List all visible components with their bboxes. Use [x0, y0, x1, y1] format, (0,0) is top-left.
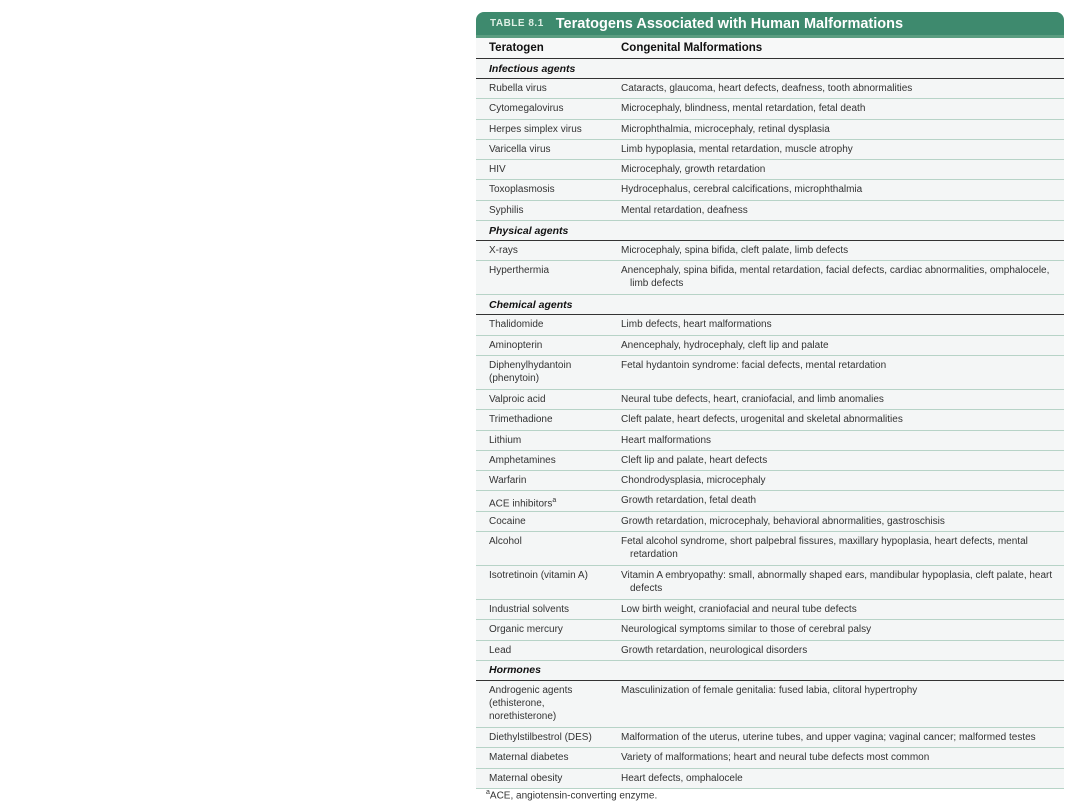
teratogen-cell	[476, 434, 608, 447]
table-row	[476, 471, 1064, 491]
malformation-cell: Low birth weight, craniofacial and neural tube defects	[621, 604, 857, 616]
footnote-ref: a	[552, 497, 557, 505]
malformation-cell: Growth retardation, fetal death	[621, 495, 757, 507]
teratogen-cell	[476, 623, 608, 636]
teratogen-name: Varicella virus	[489, 143, 551, 155]
malformation-cell: Hydrocephalus, cerebral calcifications, microphthalmia	[621, 184, 863, 196]
teratogen-name: Alcohol	[489, 536, 522, 548]
teratogen-cell	[476, 413, 608, 426]
teratogen-name: Thalidomide	[489, 319, 544, 331]
teratogen-cell	[476, 102, 608, 115]
malformation-cell: Masculinization of female genitalia: fused labia, clitoral hypertrophy	[621, 684, 918, 696]
teratogen-name: Maternal obesity	[489, 772, 563, 784]
malformation-cell: Microphthalmia, microcephaly, retinal dysplasia	[621, 123, 830, 135]
malformation-cell: Heart malformations	[621, 434, 712, 446]
teratogen-cell	[476, 318, 608, 331]
teratogen-table	[476, 12, 1064, 789]
table-row	[476, 160, 1064, 180]
table-row	[476, 99, 1064, 119]
teratogen-name: Isotretinoin (vitamin A)	[489, 570, 588, 582]
teratogen-name: HIV	[489, 164, 506, 176]
malformation-cell: Neurological symptoms similar to those of cerebral palsy	[621, 624, 872, 636]
section-physical-agents: Physical agents	[476, 221, 1064, 241]
table-row	[476, 201, 1064, 221]
table-row	[476, 431, 1064, 451]
teratogen-cell	[476, 244, 608, 257]
malformation-cell: Growth retardation, neurological disorders	[621, 644, 808, 656]
teratogen-name: Aminopterin	[489, 339, 543, 351]
teratogen-name: Trimethadione	[489, 414, 553, 426]
teratogen-cell	[476, 163, 608, 176]
teratogen-name: X-rays	[489, 245, 518, 257]
teratogen-name: Cytomegalovirus	[489, 103, 564, 115]
teratogen-cell	[476, 603, 608, 616]
section-hormones: Hormones	[476, 661, 1064, 681]
table-number-label: TABLE 8.1	[490, 18, 544, 29]
teratogen-cell	[476, 143, 608, 156]
table-row	[476, 620, 1064, 640]
malformation-cell: Microcephaly, growth retardation	[621, 164, 766, 176]
table-row	[476, 600, 1064, 620]
table-row	[476, 140, 1064, 160]
malformation-cell: Chondrodysplasia, microcephaly	[621, 475, 766, 487]
malformation-cell: Cleft lip and palate, heart defects	[621, 454, 768, 466]
teratogen-name: ACE inhibitors	[489, 498, 553, 510]
table-row	[476, 728, 1064, 748]
teratogen-cell	[476, 494, 608, 510]
malformation-cell: Cleft palate, heart defects, urogenital and skeletal abnormalities	[621, 414, 903, 426]
teratogen-name: Lead	[489, 644, 512, 656]
teratogen-cell	[476, 644, 608, 657]
teratogen-name: Hyperthermia	[489, 265, 550, 277]
table-row	[476, 512, 1064, 532]
section-chemical-agents: Chemical agents	[476, 295, 1064, 315]
teratogen-cell	[476, 454, 608, 467]
table-row	[476, 241, 1064, 261]
malformation-cell: Variety of malformations; heart and neural tube defects most common	[621, 752, 930, 764]
malformation-cell: Fetal alcohol syndrome, short palpebral fissures, maxillary hypoplasia, heart defects, mental retardation	[621, 536, 1028, 561]
teratogen-cell	[476, 123, 608, 136]
teratogen-cell	[476, 515, 608, 528]
teratogen-name: Warfarin	[489, 475, 527, 487]
table-row	[476, 356, 1064, 390]
malformation-cell: Limb defects, heart malformations	[621, 319, 772, 331]
teratogen-name: Cocaine	[489, 515, 526, 527]
teratogen-name: Androgenic agents (ethisterone, norethisterone)	[489, 684, 573, 722]
teratogen-cell	[476, 772, 608, 785]
table-row	[476, 641, 1064, 661]
teratogen-cell	[476, 204, 608, 217]
table-row	[476, 491, 1064, 511]
malformation-cell: Neural tube defects, heart, craniofacial, and limb anomalies	[621, 393, 884, 405]
table-row	[476, 410, 1064, 430]
teratogen-name: Toxoplasmosis	[489, 184, 555, 196]
malformation-cell: Growth retardation, microcephaly, behavioral abnormalities, gastroschisis	[621, 515, 945, 527]
section-infectious-agents: Infectious agents	[476, 59, 1064, 79]
malformation-cell: Fetal hydantoin syndrome: facial defects, mental retardation	[621, 359, 887, 371]
table-header-row	[476, 38, 1064, 59]
teratogen-cell	[476, 684, 608, 723]
teratogen-cell	[476, 731, 608, 744]
malformation-cell: Vitamin A embryopathy: small, abnormally shaped ears, mandibular hypoplasia, cleft palate, heart defects	[621, 570, 1053, 595]
teratogen-cell	[476, 751, 608, 764]
teratogen-name: Industrial solvents	[489, 604, 570, 616]
teratogen-name: Syphilis	[489, 204, 524, 216]
teratogen-name: Rubella virus	[489, 83, 547, 94]
teratogen-name: Valproic acid	[489, 393, 546, 405]
teratogen-name: Diphenylhydantoin (phenytoin)	[489, 359, 572, 384]
teratogen-name: Organic mercury	[489, 624, 563, 636]
malformation-cell: Anencephaly, spina bifida, mental retardation, facial defects, cardiac abnormalities, omphalocele, limb defects	[621, 265, 1050, 290]
teratogen-cell	[476, 535, 608, 548]
table-title: Teratogens Associated with Human Malformations	[555, 15, 904, 32]
teratogen-name: Maternal diabetes	[489, 752, 569, 764]
table-row	[476, 315, 1064, 335]
teratogen-cell	[476, 474, 608, 487]
table-row	[476, 336, 1064, 356]
teratogen-cell	[476, 82, 608, 95]
footnote-text: ACE, angiotensin-converting enzyme.	[489, 790, 658, 802]
table-row	[476, 566, 1064, 600]
malformation-cell: Malformation of the uterus, uterine tubes, and upper vagina; vaginal cancer; malformed testes	[621, 731, 1036, 743]
footnote-marker: a	[486, 789, 490, 796]
table-row	[476, 681, 1064, 728]
table-rows	[476, 59, 1064, 789]
table-row	[476, 261, 1064, 295]
table-row	[476, 390, 1064, 410]
table-row	[476, 769, 1064, 789]
teratogen-cell	[476, 183, 608, 196]
teratogen-name: Diethylstilbestrol (DES)	[489, 731, 592, 743]
table-title-bar	[476, 12, 1064, 38]
table-footnote	[486, 789, 657, 801]
header-teratogen: Teratogen	[489, 42, 544, 54]
teratogen-cell	[476, 264, 608, 277]
teratogen-cell	[476, 569, 608, 582]
malformation-cell: Mental retardation, deafness	[621, 204, 748, 216]
table-row	[476, 532, 1064, 566]
teratogen-name: Amphetamines	[489, 454, 556, 466]
table-body	[476, 38, 1064, 789]
malformation-cell: Anencephaly, hydrocephaly, cleft lip and palate	[621, 339, 829, 351]
teratogen-name: Lithium	[489, 434, 522, 446]
malformation-cell: Limb hypoplasia, mental retardation, muscle atrophy	[621, 143, 853, 155]
teratogen-name: Herpes simplex virus	[489, 123, 582, 135]
table-row	[476, 79, 1064, 99]
malformation-cell: Heart defects, omphalocele	[621, 772, 743, 784]
teratogen-cell	[476, 393, 608, 406]
table-row	[476, 748, 1064, 768]
header-malformations: Congenital Malformations	[621, 42, 763, 54]
malformation-cell: Microcephaly, blindness, mental retardation, fetal death	[621, 103, 866, 115]
teratogen-cell	[476, 339, 608, 352]
table-row	[476, 120, 1064, 140]
table-row	[476, 180, 1064, 200]
teratogen-cell	[476, 359, 608, 385]
malformation-cell: Microcephaly, spina bifida, cleft palate, limb defects	[621, 245, 849, 257]
table-row	[476, 451, 1064, 471]
malformation-cell: Cataracts, glaucoma, heart defects, deafness, tooth abnormalities	[621, 83, 913, 94]
